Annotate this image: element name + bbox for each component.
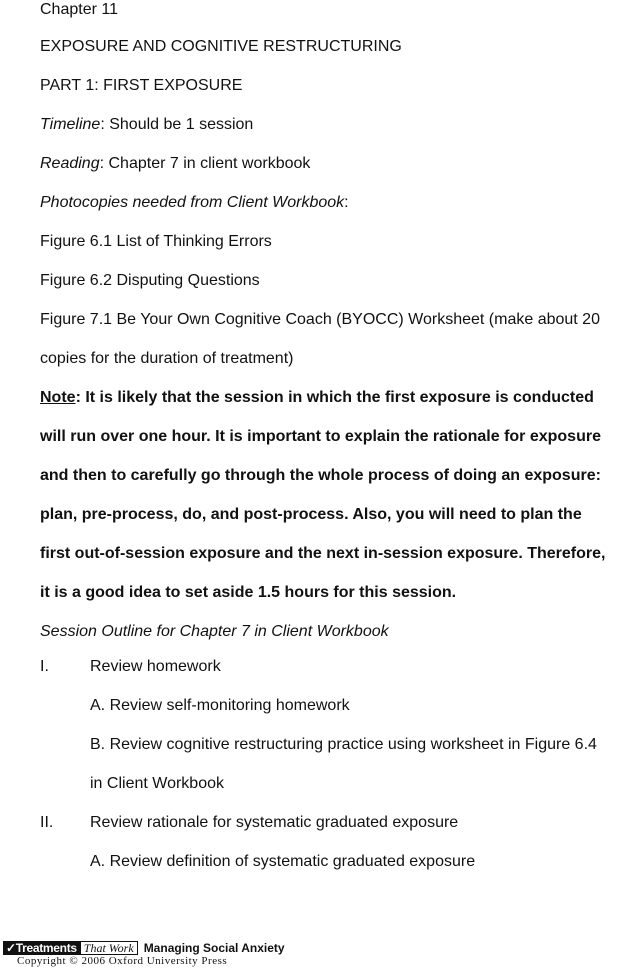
note-line [40, 388, 594, 408]
photocopies-label: Photocopies needed from Client Workbook [40, 194, 345, 211]
outline-subitem [90, 696, 350, 716]
subitem-letter: A. [90, 853, 106, 870]
subitem-letter: B. [90, 736, 106, 753]
figure-item: Figure 6.2 Disputing Questions [40, 272, 260, 289]
subitem-text: Review self-monitoring homework [105, 697, 350, 714]
chapter-title: EXPOSURE AND COGNITIVE RESTRUCTURING [40, 38, 402, 55]
footer [3, 940, 285, 967]
outline-num: II. [40, 814, 54, 831]
figure-item: Figure 6.1 List of Thinking Errors [40, 233, 272, 250]
photocopies [40, 193, 349, 213]
subitem-letter: A. [90, 697, 106, 714]
timeline-value: : Should be 1 session [100, 116, 254, 133]
part-heading: PART 1: FIRST EXPOSURE [40, 77, 243, 94]
subitem-text: Review cognitive restructuring practice using worksheet in Figure 6.4 [105, 736, 597, 753]
photocopies-colon: : [344, 194, 349, 211]
reading-label: Reading [40, 155, 100, 172]
note-line: and then to carefully go through the whole process of doing an exposure: [40, 467, 601, 484]
logo-left: ✓Treatments [3, 941, 80, 955]
note-line: will run over one hour. It is important to explain the rationale for exposure [40, 428, 601, 445]
note-label: Note [40, 389, 76, 406]
logo-right: That Work [80, 941, 138, 955]
outline-item: Review rationale for systematic graduated exposure [90, 814, 459, 831]
subitem-text: Review definition of systematic graduated exposure [105, 853, 476, 870]
figure-item: Figure 7.1 Be Your Own Cognitive Coach (BYOCC) Worksheet (make about 20 [40, 311, 600, 328]
book-title: Managing Social Anxiety [143, 940, 285, 955]
treatments-that-work-logo [3, 940, 285, 955]
reading-value: : Chapter 7 in client workbook [99, 155, 311, 172]
outline-subitem [90, 852, 475, 872]
outline-subitem-continued: in Client Workbook [90, 775, 224, 792]
note-text: : It is likely that the session in which the first exposure is conducted [75, 389, 594, 406]
note-line: it is a good idea to set aside 1.5 hours for this session. [40, 584, 457, 601]
outline-item: Review homework [90, 658, 221, 675]
copyright: Copyright © 2006 Oxford University Press [17, 955, 228, 967]
outline-subitem [90, 735, 597, 755]
outline-num: I. [40, 658, 49, 675]
outline-title: Session Outline for Chapter 7 in Client Workbook [40, 623, 389, 640]
note-line: plan, pre-process, do, and post-process. Also, you will need to plan the [40, 506, 582, 523]
reading [40, 154, 310, 174]
note-line: first out-of-session exposure and the next in-session exposure. Therefore, [40, 545, 606, 562]
timeline [40, 115, 253, 135]
chapter-number: Chapter 11 [40, 1, 118, 18]
timeline-label: Timeline [40, 116, 101, 133]
figure-item-continued: copies for the duration of treatment) [40, 350, 294, 367]
